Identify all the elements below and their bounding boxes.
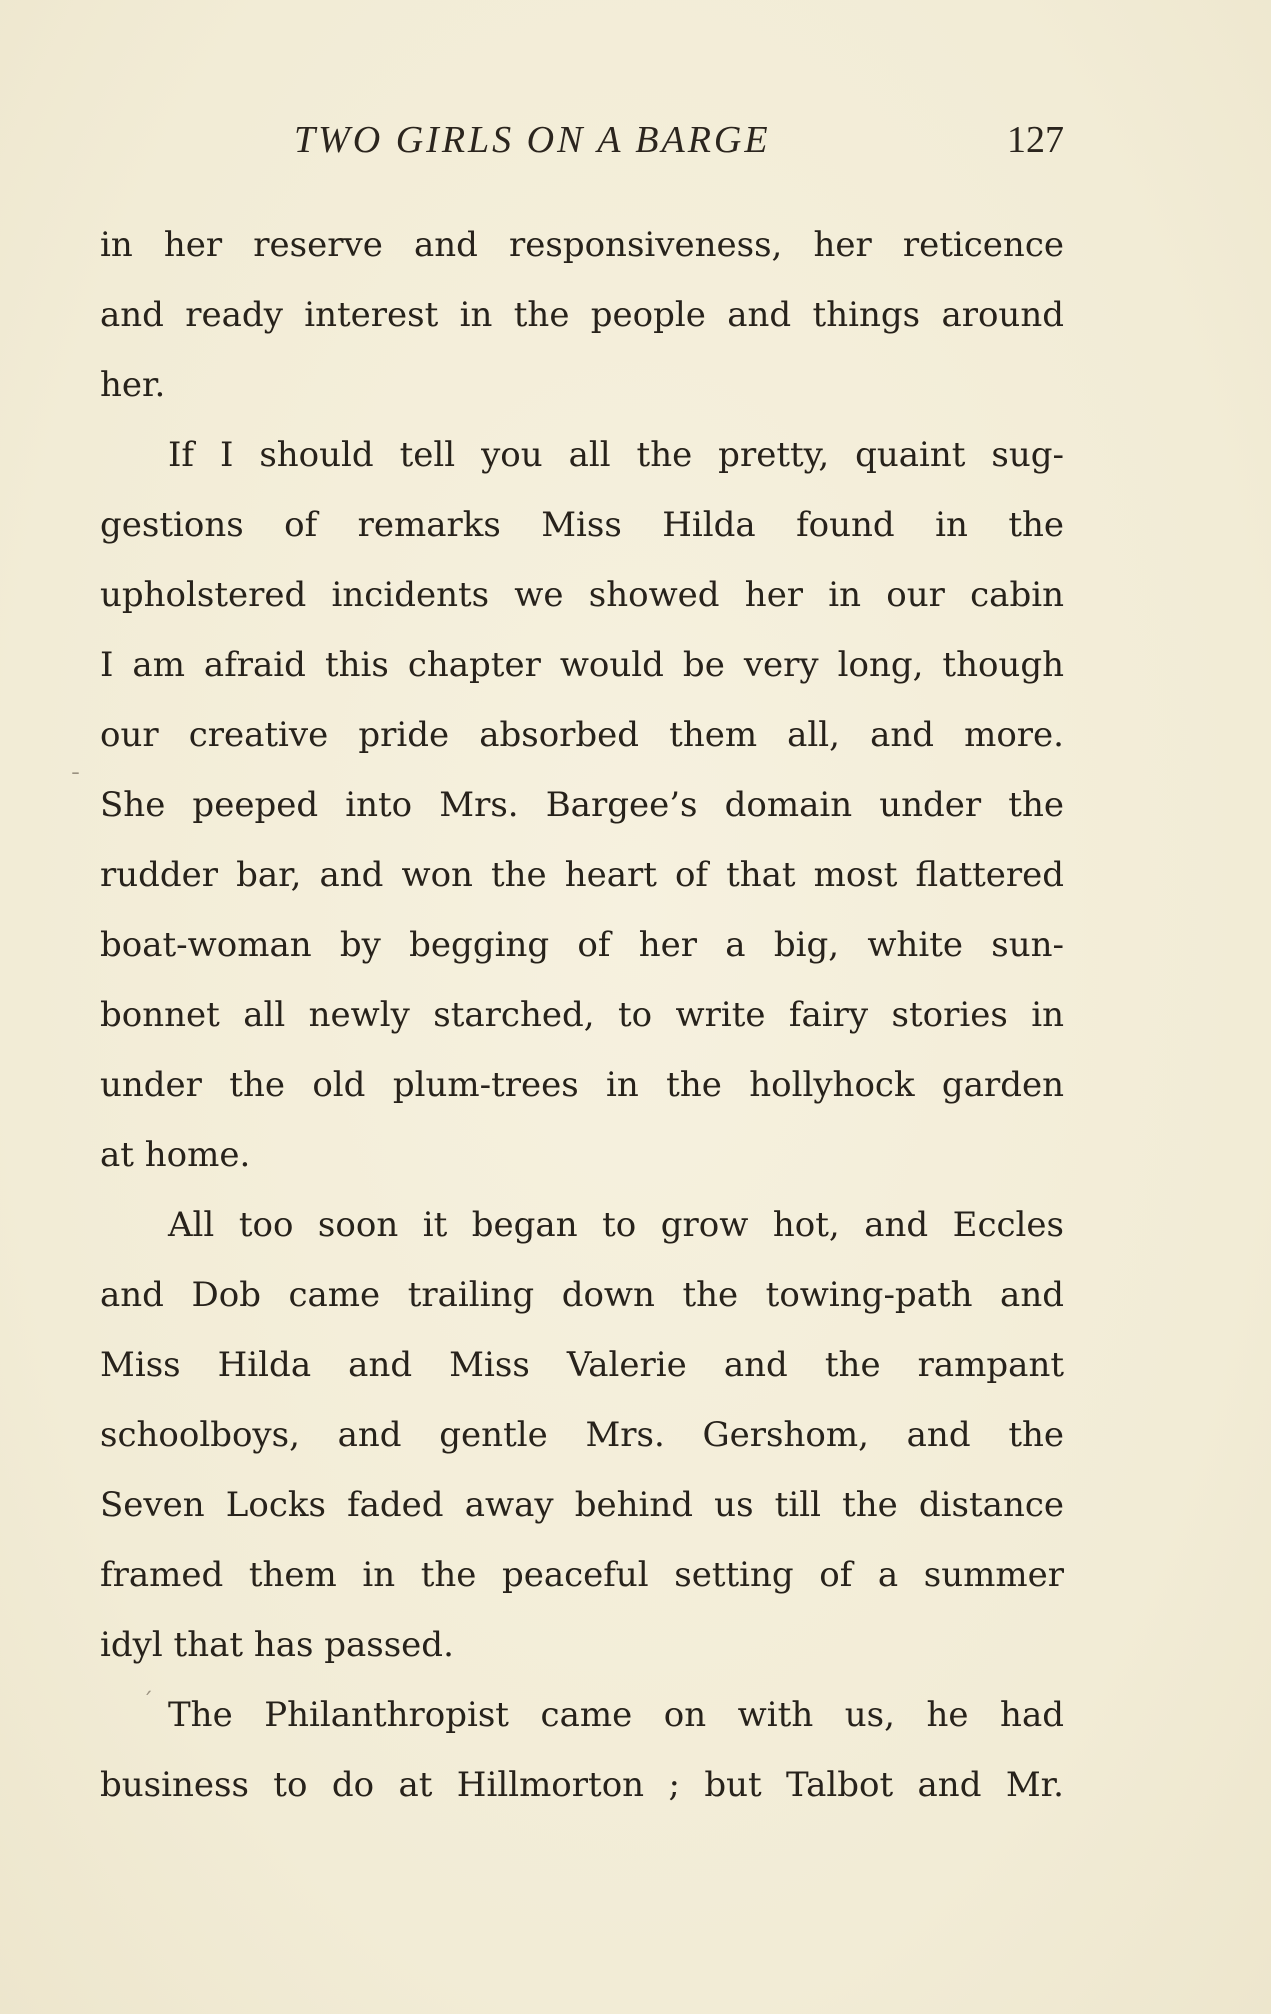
text-line: her. xyxy=(100,365,166,405)
body-text xyxy=(100,210,1064,1820)
running-head xyxy=(0,118,1271,178)
text-line: rudder bar, and won the heart of that most flattered xyxy=(100,855,1064,895)
text-line: Seven Locks faded away behind us till the distance xyxy=(100,1485,1064,1525)
text-line: under the old plum-trees in the hollyhock garden xyxy=(100,1065,1064,1105)
text-line: If I should tell you all the pretty, quaint sug- xyxy=(168,435,1064,475)
text-line: business to do at Hillmorton ; but Talbot and Mr. xyxy=(100,1765,1064,1805)
text-line: All too soon it began to grow hot, and Eccles xyxy=(168,1205,1064,1245)
text-line: and ready interest in the people and things around xyxy=(100,295,1064,335)
text-line: in her reserve and responsiveness, her reticence xyxy=(100,225,1064,265)
margin-mark: ˊ xyxy=(142,1690,153,1715)
running-title: TWO GIRLS ON A BARGE xyxy=(294,119,771,161)
text-line: bonnet all newly starched, to write fairy stories in xyxy=(100,995,1064,1035)
text-line: at home. xyxy=(100,1135,251,1175)
text-line: and Dob came trailing down the towing-path and xyxy=(100,1275,1064,1315)
text-line: She peeped into Mrs. Bargee’s domain under the xyxy=(100,785,1064,825)
text-line: Miss Hilda and Miss Valerie and the rampant xyxy=(100,1345,1064,1385)
page-number: 127 xyxy=(1007,119,1064,161)
text-line: our creative pride absorbed them all, and more. xyxy=(100,715,1064,755)
text-line: upholstered incidents we showed her in our cabin xyxy=(100,575,1064,615)
text-line: boat-woman by begging of her a big, white sun- xyxy=(100,925,1064,965)
text-line: The Philanthropist came on with us, he had xyxy=(168,1695,1064,1735)
text-line: gestions of remarks Miss Hilda found in the xyxy=(100,505,1064,545)
text-line: framed them in the peaceful setting of a summer xyxy=(100,1555,1064,1595)
text-line: schoolboys, and gentle Mrs. Gershom, and the xyxy=(100,1415,1064,1455)
margin-mark: ˉ xyxy=(70,770,81,795)
text-line: I am afraid this chapter would be very long, though xyxy=(100,645,1064,685)
text-line: idyl that has passed. xyxy=(100,1625,454,1665)
